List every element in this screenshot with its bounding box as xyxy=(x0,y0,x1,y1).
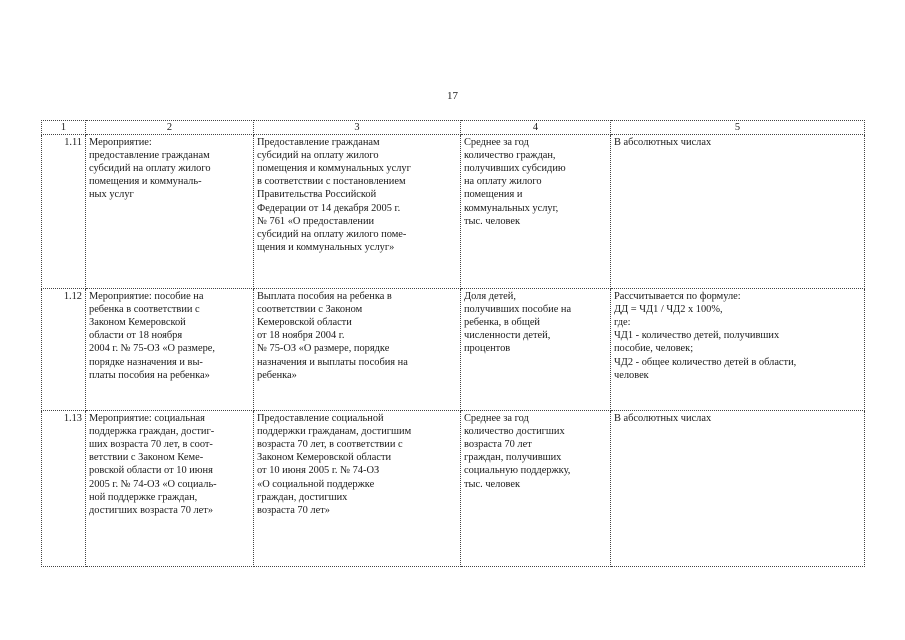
row-number-cell: 1.11 xyxy=(42,135,86,289)
page-number: 17 xyxy=(447,90,458,102)
column-header: 4 xyxy=(461,121,611,135)
calculation-cell: Рассчитывается по формуле: ДД = ЧД1 / ЧД2 х 100%, где: ЧД1 - количество детей, получивших пособие, человек; ЧД2 - общее количество детей в области, человек xyxy=(611,289,865,411)
event-cell: Мероприятие: пособие на ребенка в соответствии с Законом Кемеровской области от 18 ноября 2004 г. № 75-ОЗ «О размере, порядке назначения и вы- платы пособия на ребенка» xyxy=(86,289,254,411)
event-cell: Мероприятие: социальная поддержка граждан, достиг- ших возраста 70 лет, в соот- ветствии с Законом Кеме- ровской области от 10 июня 2005 г. № 74-ОЗ «О социаль- ной поддержке граждан, достигших возраста 70 лет» xyxy=(86,411,254,567)
indicator-cell: Среднее за год количество граждан, получивших субсидию на оплату жилого помещения и коммунальных услуг, тыс. человек xyxy=(461,135,611,289)
column-header: 1 xyxy=(42,121,86,135)
indicator-cell: Среднее за год количество достигших возраста 70 лет граждан, получивших социальную поддержку, тыс. человек xyxy=(461,411,611,567)
table-row xyxy=(42,135,865,289)
description-cell: Предоставление социальной поддержки гражданам, достигшим возраста 70 лет, в соответствии с Законом Кемеровской области от 10 июня 2005 г. № 74-ОЗ «О социальной поддержке граждан, достигших возраста 70 лет» xyxy=(254,411,461,567)
description-cell: Предоставление гражданам субсидий на оплату жилого помещения и коммунальных услуг в соответствии с постановлением Правительства Российской Федерации от 14 декабря 2005 г. № 761 «О предоставлении субсидий на оплату жилого поме- щения и коммунальных услуг» xyxy=(254,135,461,289)
column-header: 5 xyxy=(611,121,865,135)
calculation-cell: В абсолютных числах xyxy=(611,135,865,289)
indicator-cell: Доля детей, получивших пособие на ребенка, в общей численности детей, процентов xyxy=(461,289,611,411)
data-table xyxy=(41,120,865,567)
row-number-cell: 1.12 xyxy=(42,289,86,411)
row-number-cell: 1.13 xyxy=(42,411,86,567)
event-cell: Мероприятие: предоставление гражданам субсидий на оплату жилого помещения и коммуналь- ных услуг xyxy=(86,135,254,289)
table-row xyxy=(42,289,865,411)
column-header: 2 xyxy=(86,121,254,135)
table-header-row xyxy=(42,121,865,135)
table-row xyxy=(42,411,865,567)
column-header: 3 xyxy=(254,121,461,135)
description-cell: Выплата пособия на ребенка в соответствии с Законом Кемеровской области от 18 ноября 2004 г. № 75-ОЗ «О размере, порядке назначения и выплаты пособия на ребенка» xyxy=(254,289,461,411)
calculation-cell: В абсолютных числах xyxy=(611,411,865,567)
